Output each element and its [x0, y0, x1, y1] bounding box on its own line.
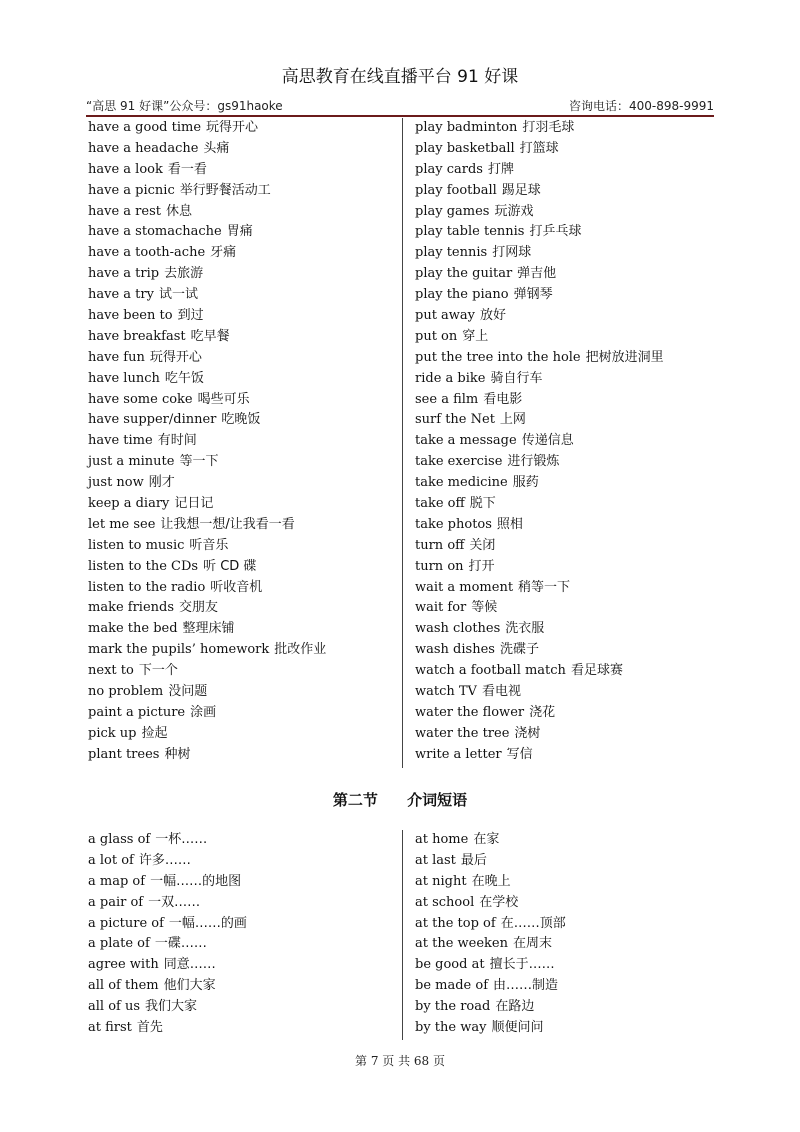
phrase-chinese: 写信	[506, 746, 533, 762]
phrase-item	[88, 222, 326, 243]
phrase-chinese: 我们大家	[145, 999, 198, 1015]
phrase-english: have a picnic	[88, 182, 175, 198]
phrase-item	[88, 955, 247, 976]
phrase-english: play the piano	[415, 287, 509, 303]
phrase-item	[415, 306, 664, 327]
phrase-english: at home	[415, 832, 469, 847]
phrase-chinese: 一幅……的地图	[150, 873, 242, 889]
phrase-item	[415, 243, 664, 264]
phrase-item	[88, 494, 326, 515]
page-footer: 第 7 页 共 68 页	[355, 1054, 445, 1068]
phrase-chinese: 让我想一想/让我看一看	[160, 516, 295, 532]
phrase-chinese: 稍等一下	[518, 579, 571, 595]
phrase-english: have some coke	[88, 391, 193, 407]
phrase-chinese: 传递信息	[521, 433, 574, 449]
phrase-chinese: 有时间	[157, 433, 197, 449]
phrase-english: take a message	[415, 433, 517, 449]
phrase-chinese: 在周末	[513, 936, 553, 952]
phrase-english: agree with	[88, 957, 159, 973]
phrase-english: wait a moment	[415, 579, 514, 595]
phrase-chinese: 弹吉他	[517, 266, 557, 282]
phrase-item	[88, 934, 247, 955]
phrase-chinese: 玩得开心	[149, 349, 202, 365]
phrase-item	[415, 452, 664, 473]
header-phone: 咨询电话：400-898-9991	[568, 99, 714, 113]
page-title: 高思教育在线直播平台 91 好课	[281, 67, 519, 87]
phrase-chinese: 胃痛	[226, 224, 253, 240]
phrase-english: listen to the radio	[88, 579, 206, 595]
phrase-chinese: 玩得开心	[206, 120, 259, 135]
phrase-item	[415, 682, 664, 703]
phrase-item	[88, 724, 326, 745]
phrase-item	[88, 997, 247, 1018]
phrase-chinese: 到过	[177, 308, 204, 324]
phrase-english: play basketball	[415, 140, 515, 156]
phrase-english: wash dishes	[415, 642, 495, 658]
phrase-chinese: 上网	[499, 412, 526, 428]
phrase-item	[88, 661, 326, 682]
phrase-item	[88, 306, 326, 327]
phrase-item	[415, 390, 664, 411]
phrase-chinese: 喝些可乐	[197, 391, 250, 407]
phrase-chinese: 休息	[165, 203, 192, 219]
phrase-english: write a letter	[415, 746, 502, 762]
section-heading-number: 第二节	[332, 791, 378, 809]
phrase-chinese: 举行野餐活动工	[179, 182, 271, 198]
phrase-english: at night	[415, 873, 467, 889]
phrase-item	[88, 327, 326, 348]
phrase-english: have a headache	[88, 140, 199, 156]
phrase-chinese: 进行锻炼	[507, 454, 560, 470]
phrase-item	[415, 160, 664, 181]
phrase-item	[415, 619, 664, 640]
phrase-item	[88, 682, 326, 703]
phrase-item	[415, 830, 566, 851]
phrase-chinese: 打羽毛球	[522, 120, 575, 135]
phrase-item	[88, 640, 326, 661]
phrase-english: have a stomachache	[88, 224, 222, 240]
phrase-chinese: 洗碟子	[499, 642, 539, 658]
phrase-chinese: 看一看	[167, 161, 207, 177]
phrase-item	[88, 160, 326, 181]
phrase-english: at last	[415, 852, 456, 868]
phrase-item	[88, 851, 247, 872]
phrase-item	[415, 851, 566, 872]
phrase-item	[88, 745, 326, 766]
phrase-english: watch a football match	[415, 663, 566, 679]
phrase-item	[415, 1018, 566, 1039]
phrase-chinese: 脱下	[469, 496, 496, 512]
phrase-item	[415, 515, 664, 536]
phrase-chinese: 没问题	[168, 684, 208, 700]
phrase-english: put the tree into the hole	[415, 349, 581, 365]
phrase-english: have time	[88, 433, 153, 449]
phrase-chinese: 骑自行车	[490, 370, 543, 386]
phrase-chinese: 听音乐	[189, 537, 229, 553]
phrase-chinese: 许多……	[138, 852, 191, 868]
phrase-item	[88, 536, 326, 557]
phrase-item	[88, 390, 326, 411]
phrase-english: wash clothes	[415, 621, 501, 637]
phrase-item	[415, 745, 664, 766]
phrase-english: paint a picture	[88, 704, 186, 720]
phrase-english: a glass of	[88, 832, 151, 847]
phrase-item	[415, 914, 566, 935]
phrase-item	[88, 202, 326, 223]
phrase-item	[415, 997, 566, 1018]
phrase-chinese: 打牌	[487, 161, 514, 177]
phrase-chinese: 捡起	[141, 725, 168, 741]
phrase-item	[88, 893, 247, 914]
section-heading	[0, 789, 800, 810]
phrase-item	[415, 557, 664, 578]
phrase-english: play the guitar	[415, 266, 513, 282]
header-account: “高思 91 好课”公众号：gs91haoke	[86, 99, 283, 113]
phrase-english: be good at	[415, 957, 485, 973]
phrase-item	[88, 369, 326, 390]
phrase-chinese: 首先	[136, 1020, 163, 1036]
phrase-english: a plate of	[88, 936, 150, 952]
phrase-english: a map of	[88, 873, 146, 889]
phrase-chinese: 吃早餐	[190, 328, 230, 344]
phrase-english: just now	[88, 475, 144, 491]
phrase-chinese: 服药	[512, 475, 539, 491]
phrase-chinese: 玩游戏	[494, 203, 534, 219]
phrase-english: play football	[415, 182, 497, 198]
phrase-item	[88, 619, 326, 640]
phrase-chinese: 他们大家	[163, 978, 216, 994]
phrase-item	[88, 243, 326, 264]
phrase-english: take off	[415, 496, 465, 512]
phrase-english: have breakfast	[88, 328, 186, 344]
phrase-english: let me see	[88, 516, 156, 532]
section2-divider	[402, 830, 403, 1040]
phrase-chinese: 打乒乓球	[529, 224, 582, 240]
section1-divider	[402, 118, 403, 768]
phrase-item	[88, 598, 326, 619]
phrase-english: by the road	[415, 999, 491, 1015]
phrase-item	[88, 515, 326, 536]
phrase-chinese: 试一试	[158, 287, 198, 303]
phrase-chinese: 顺便问问	[491, 1020, 544, 1036]
phrase-english: play cards	[415, 161, 483, 177]
phrase-english: turn on	[415, 558, 464, 574]
phrase-english: put away	[415, 308, 476, 324]
phrase-item	[88, 872, 247, 893]
phrase-english: listen to the CDs	[88, 558, 199, 574]
phrase-chinese: 种树	[164, 746, 191, 762]
phrase-chinese: 由……制造	[493, 978, 559, 994]
phrase-item	[415, 703, 664, 724]
phrase-item	[88, 452, 326, 473]
phrase-chinese: 同意……	[163, 957, 216, 973]
phrase-item	[415, 934, 566, 955]
phrase-item	[415, 118, 664, 139]
phrase-english: have a good time	[88, 120, 202, 135]
phrase-english: take photos	[415, 516, 492, 532]
phrase-chinese: 浇花	[529, 704, 556, 720]
phrase-english: make friends	[88, 600, 175, 616]
phrase-item	[415, 536, 664, 557]
phrase-chinese: 在家	[473, 832, 500, 847]
phrase-item	[88, 348, 326, 369]
phrase-chinese: 涂画	[190, 704, 217, 720]
phrase-chinese: 下一个	[138, 663, 178, 679]
phrase-item	[415, 181, 664, 202]
header-rule	[86, 115, 714, 117]
phrase-english: see a film	[415, 391, 479, 407]
phrase-item	[415, 202, 664, 223]
phrase-item	[415, 473, 664, 494]
section1-left-column	[88, 118, 326, 766]
phrase-chinese: 等一下	[179, 454, 219, 470]
phrase-english: have a tooth-ache	[88, 245, 206, 261]
phrase-english: all of them	[88, 978, 159, 994]
phrase-chinese: 打篮球	[519, 140, 559, 156]
phrase-item	[415, 139, 664, 160]
phrase-chinese: 打网球	[492, 245, 532, 261]
phrase-english: next to	[88, 663, 134, 679]
phrase-item	[415, 348, 664, 369]
phrase-item	[415, 369, 664, 390]
phrase-english: surf the Net	[415, 412, 495, 428]
phrase-english: have fun	[88, 349, 145, 365]
phrase-chinese: 最后	[460, 852, 487, 868]
phrase-chinese: 一幅……的画	[168, 915, 247, 931]
phrase-chinese: 刚才	[148, 475, 175, 491]
phrase-english: make the bed	[88, 621, 178, 637]
phrase-item	[415, 285, 664, 306]
phrase-item	[415, 578, 664, 599]
phrase-chinese: 穿上	[462, 328, 489, 344]
phrase-english: at school	[415, 894, 475, 910]
phrase-english: a lot of	[88, 852, 134, 868]
phrase-english: listen to music	[88, 537, 185, 553]
phrase-chinese: 看足球赛	[570, 663, 623, 679]
phrase-item	[88, 914, 247, 935]
phrase-item	[415, 976, 566, 997]
phrase-chinese: 弹钢琴	[513, 287, 553, 303]
phrase-chinese: 踢足球	[501, 182, 541, 198]
phrase-english: at the top of	[415, 915, 496, 931]
phrase-item	[415, 410, 664, 431]
phrase-chinese: 打开	[468, 558, 495, 574]
phrase-english: at the weeken	[415, 936, 508, 952]
phrase-chinese: 一双……	[148, 894, 201, 910]
phrase-english: keep a diary	[88, 496, 170, 512]
phrase-item	[415, 893, 566, 914]
phrase-chinese: 看电影	[483, 391, 523, 407]
section1-right-column	[415, 118, 664, 766]
phrase-chinese: 记日记	[174, 496, 214, 512]
section-heading-title: 介词短语	[407, 791, 468, 809]
phrase-item	[88, 285, 326, 306]
phrase-english: have supper/dinner	[88, 412, 217, 428]
phrase-chinese: 浇树	[514, 725, 541, 741]
phrase-english: all of us	[88, 999, 141, 1015]
phrase-item	[415, 955, 566, 976]
phrase-chinese: 擅长于……	[489, 957, 555, 973]
phrase-chinese: 放好	[480, 308, 507, 324]
phrase-english: by the way	[415, 1020, 487, 1036]
phrase-chinese: 一杯……	[155, 832, 208, 847]
phrase-chinese: 在路边	[495, 999, 535, 1015]
phrase-chinese: 在晚上	[471, 873, 511, 889]
phrase-item	[415, 264, 664, 285]
phrase-english: be made of	[415, 978, 489, 994]
phrase-english: have been to	[88, 308, 173, 324]
phrase-english: have a trip	[88, 266, 160, 282]
phrase-english: no problem	[88, 684, 164, 700]
phrase-english: have a look	[88, 161, 163, 177]
phrase-chinese: 在……顶部	[500, 915, 566, 931]
phrase-item	[415, 640, 664, 661]
phrase-english: have lunch	[88, 370, 160, 386]
phrase-english: just a minute	[88, 454, 175, 470]
section2-left-column	[88, 830, 247, 1039]
phrase-chinese: 吃午饭	[164, 370, 204, 386]
phrase-chinese: 牙痛	[210, 245, 237, 261]
phrase-chinese: 去旅游	[164, 266, 204, 282]
phrase-chinese: 照相	[496, 516, 523, 532]
phrase-english: play tennis	[415, 245, 488, 261]
phrase-item	[415, 598, 664, 619]
phrase-english: a picture of	[88, 915, 164, 931]
phrase-english: take exercise	[415, 454, 503, 470]
phrase-chinese: 等候	[471, 600, 498, 616]
phrase-english: water the flower	[415, 704, 525, 720]
phrase-english: at first	[88, 1020, 132, 1036]
phrase-item	[88, 410, 326, 431]
phrase-english: ride a bike	[415, 370, 486, 386]
phrase-english: watch TV	[415, 684, 477, 700]
phrase-chinese: 把树放进洞里	[585, 349, 664, 365]
phrase-english: play badminton	[415, 120, 518, 135]
phrase-english: turn off	[415, 537, 465, 553]
phrase-item	[88, 264, 326, 285]
phrase-english: play table tennis	[415, 224, 525, 240]
phrase-item	[415, 431, 664, 452]
phrase-chinese: 听 CD 碟	[203, 558, 257, 574]
phrase-item	[88, 431, 326, 452]
phrase-chinese: 整理床铺	[182, 621, 235, 637]
phrase-chinese: 洗衣服	[505, 621, 545, 637]
phrase-item	[415, 327, 664, 348]
phrase-english: have a rest	[88, 203, 161, 219]
phrase-chinese: 头痛	[203, 140, 230, 156]
phrase-english: wait for	[415, 600, 467, 616]
phrase-english: a pair of	[88, 894, 144, 910]
phrase-item	[415, 661, 664, 682]
phrase-chinese: 关闭	[469, 537, 496, 553]
phrase-item	[88, 578, 326, 599]
phrase-item	[415, 872, 566, 893]
phrase-item	[415, 724, 664, 745]
phrase-english: mark the pupils’ homework	[88, 642, 270, 658]
phrase-item	[88, 473, 326, 494]
phrase-chinese: 一碟……	[154, 936, 207, 952]
phrase-english: play games	[415, 203, 490, 219]
phrase-english: take medicine	[415, 475, 508, 491]
phrase-chinese: 听收音机	[210, 579, 263, 595]
phrase-chinese: 吃晚饭	[221, 412, 261, 428]
phrase-item	[88, 1018, 247, 1039]
phrase-item	[88, 118, 326, 139]
phrase-english: have a try	[88, 287, 154, 303]
phrase-item	[88, 181, 326, 202]
phrase-chinese: 在学校	[479, 894, 519, 910]
phrase-item	[415, 222, 664, 243]
phrase-item	[88, 557, 326, 578]
phrase-chinese: 交朋友	[179, 600, 219, 616]
phrase-english: plant trees	[88, 746, 160, 762]
phrase-item	[88, 830, 247, 851]
phrase-item	[415, 494, 664, 515]
phrase-english: put on	[415, 328, 458, 344]
phrase-item	[88, 703, 326, 724]
section2-right-column	[415, 830, 566, 1039]
phrase-english: water the tree	[415, 725, 510, 741]
phrase-english: pick up	[88, 725, 137, 741]
phrase-item	[88, 139, 326, 160]
phrase-chinese: 批改作业	[274, 642, 327, 658]
phrase-chinese: 看电视	[481, 684, 521, 700]
phrase-item	[88, 976, 247, 997]
